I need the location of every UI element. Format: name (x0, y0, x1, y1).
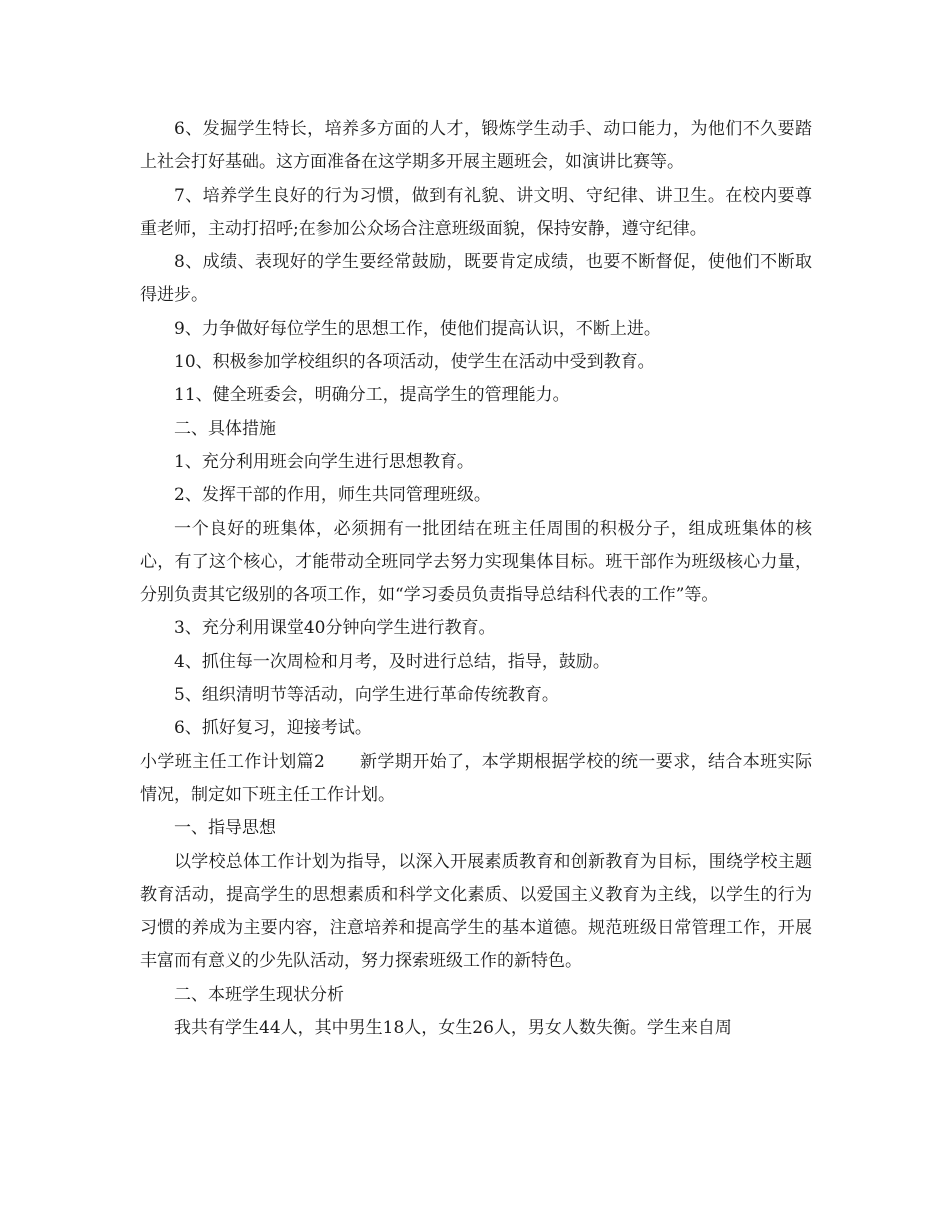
paragraph-goal-6: 6、发掘学生特长，培养多方面的人才，锻炼学生动手、动口能力，为他们不久要踏上社会打好基础。这方面准备在这学期多开展主题班会，如演讲比赛等。 (140, 119, 812, 173)
paragraph-measure-2: 2、发挥干部的作用，师生共同管理班级。 (174, 485, 491, 506)
paragraph-measure-5: 5、组织清明节等活动，向学生进行革命传统教育。 (174, 685, 559, 706)
paragraph-measure-1: 1、充分利用班会向学生进行思想教育。 (174, 451, 474, 472)
paragraph-goal-11: 11、健全班委会，明确分工，提高学生的管理能力。 (174, 385, 570, 406)
paragraph-goal-8: 8、成绩、表现好的学生要经常鼓励，既要肯定成绩，也要不断督促，使他们不断取得进步。 (140, 252, 812, 306)
heading-specific-measures: 二、具体措施 (174, 418, 276, 439)
paragraph-measure-6: 6、抓好复习，迎接考试。 (174, 718, 372, 739)
heading-guiding-ideology: 一、指导思想 (174, 818, 276, 839)
paragraph-goal-10: 10、积极参加学校组织的各项活动，使学生在活动中受到教育。 (174, 352, 655, 373)
document-body (140, 113, 812, 1045)
paragraph-class-analysis: 我共有学生44人，其中男生18人，女生26人，男女人数失衡。学生来自周 (174, 1018, 732, 1039)
paragraph-goal-9: 9、力争做好每位学生的思想工作，使他们提高认识，不断上进。 (174, 318, 661, 339)
paragraph-goal-7: 7、培养学生良好的行为习惯，做到有礼貌、讲文明、守纪律、讲卫生。在校内要尊重老师，主动打招呼;在参加公众场合注意班级面貌，保持安静，遵守纪律。 (140, 185, 812, 239)
section-title-plan-2: 小学班主任工作计划篇2 新学期开始了，本学期根据学校的统一要求，结合本班实际情况，制定如下班主任工作计划。 (140, 751, 812, 805)
paragraph-measure-3: 3、充分利用课堂40分钟向学生进行教育。 (174, 618, 496, 639)
paragraph-class-core: 一个良好的班集体，必须拥有一批团结在班主任周围的积极分子，组成班集体的核心，有了这个核心，才能带动全班同学去努力实现集体目标。班干部作为班级核心力量，分别负责其它级别的各项工作，如“学习委员负责指导总结科代表的工作”等。 (140, 518, 812, 606)
paragraph-guiding-ideology: 以学校总体工作计划为指导，以深入开展素质教育和创新教育为目标，围绕学校主题教育活动，提高学生的思想素质和科学文化素质、以爱国主义教育为主线，以学生的行为习惯的养成为主要内容，注意培养和提高学生的基本道德。规范班级日常管理工作，开展丰富而有意义的少先队活动，努力探索班级工作的新特色。 (140, 851, 812, 972)
heading-class-analysis: 二、本班学生现状分析 (174, 984, 344, 1005)
paragraph-measure-4: 4、抓住每一次周检和月考，及时进行总结，指导，鼓励。 (174, 651, 610, 672)
